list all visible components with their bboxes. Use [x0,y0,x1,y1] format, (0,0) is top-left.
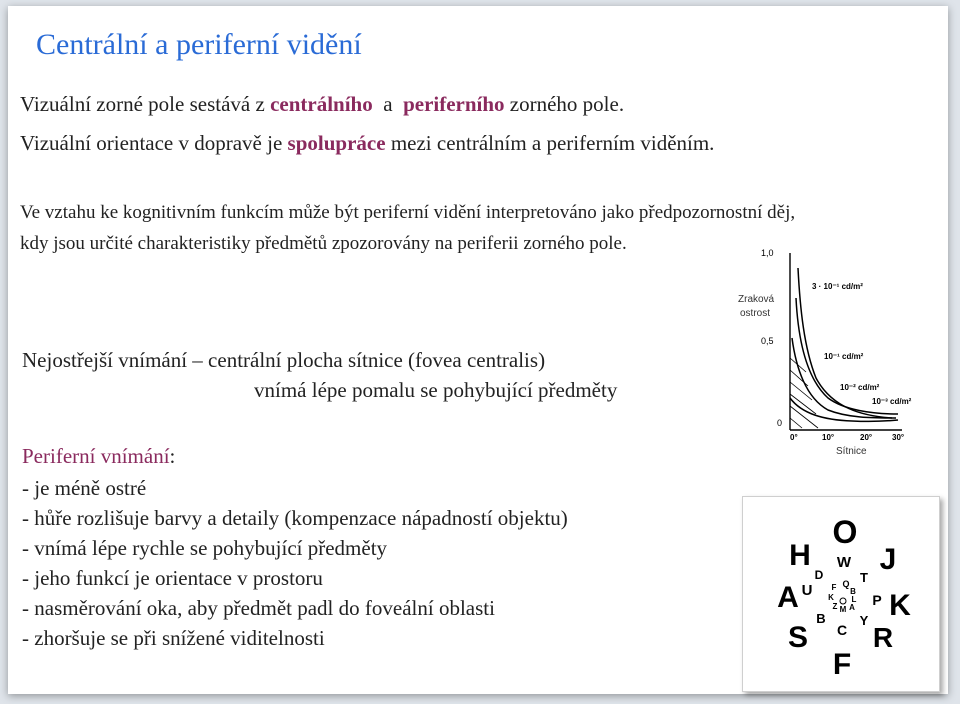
cognitive-line-2: kdy jsou určité charakteristiky předmětů zpozorovány na periferii zorného pole. [20,233,627,254]
x-tick: 30° [892,433,905,442]
letter: B [816,611,826,626]
letter: S [787,621,809,654]
peripheral-heading-colon: : [169,444,176,468]
cognitive-line-1: Ve vztahu ke kognitivním funkcím může být periferní vidění interpretováno jako předpozornostní děj, [20,202,796,223]
peripheral-item: - zhoršuje se při snížené viditelnosti [22,626,325,650]
intro-text: zorného pole. [504,92,625,116]
y-label-1: Zraková [738,294,775,305]
letter: U [801,582,813,599]
curve-label: 10⁻³ cd/m² [872,397,912,406]
letter: Y [859,613,869,628]
letter: D [814,568,824,582]
highlight-central: centrálního [270,92,373,116]
letter: R [872,622,894,653]
slide-title: Centrální a periferní vidění [36,28,362,61]
curve-label: 10⁻¹ cd/m² [824,352,864,361]
x-tick: 10° [822,433,835,442]
letter: C [836,622,848,638]
letter: K [828,593,834,602]
slide [8,6,948,694]
intro-text: mezi centrálním a periferním viděním. [385,131,715,155]
curve-label: 10⁻² cd/m² [840,383,880,392]
curve-label: 3 · 10⁻¹ cd/m² [812,282,863,291]
y-tick-zero: 0 [777,418,783,428]
intro-text: a [372,92,404,116]
letter: T [860,570,868,585]
letter: O [832,514,858,550]
letter: M [839,605,847,614]
y-tick-mid: 0,5 [761,336,774,346]
letter: J [879,543,897,576]
intro-line-2 [20,131,714,156]
peripheral-item: - nasměrování oka, aby předmět padl do foveální oblasti [22,596,495,620]
central-line-2: vnímá lépe pomalu se pohybující předměty [254,378,618,402]
letter: H [789,539,811,572]
y-label-2: ostrost [740,308,771,319]
letter: Z [832,602,838,611]
peripheral-item: - jeho funkcí je orientace v prostoru [22,566,323,590]
hatch-lines [790,358,818,428]
letter: P [872,592,882,608]
x-tick: 0° [790,433,798,442]
x-label: Sítnice [836,446,867,457]
peripheral-heading-text: Periferní vnímání [22,444,170,468]
y-tick-top: 1,0 [761,248,774,258]
peripheral-heading [22,444,175,469]
central-line-1: Nejostřejší vnímání – centrální plocha sítnice (fovea centralis) [22,348,546,372]
peripheral-item: - hůře rozlišuje barvy a detaily (kompenzace nápadností objektu) [22,506,568,530]
highlight-peripheral: periferního [403,92,505,116]
highlight-cooperation: spolupráce [287,131,386,155]
letter: A [777,581,799,614]
x-tick: 20° [860,433,873,442]
acuity-diagram [732,238,938,460]
letter-acuity-chart [742,496,940,692]
peripheral-item: - vnímá lépe rychle se pohybující předměty [22,536,388,560]
letter: A [849,603,855,612]
letter: L [851,595,857,604]
intro-line-1 [20,92,624,117]
intro-text: Vizuální orientace v dopravě je [20,131,288,155]
fixation-point [840,598,846,604]
intro-text: Vizuální zorné pole sestává z [20,92,271,116]
letter: K [889,589,911,622]
letter: F [831,583,837,592]
letter: F [832,648,852,681]
letter: B [850,587,856,596]
letter: Q [842,579,850,589]
peripheral-item: - je méně ostré [22,476,147,500]
letter: W [836,554,852,571]
